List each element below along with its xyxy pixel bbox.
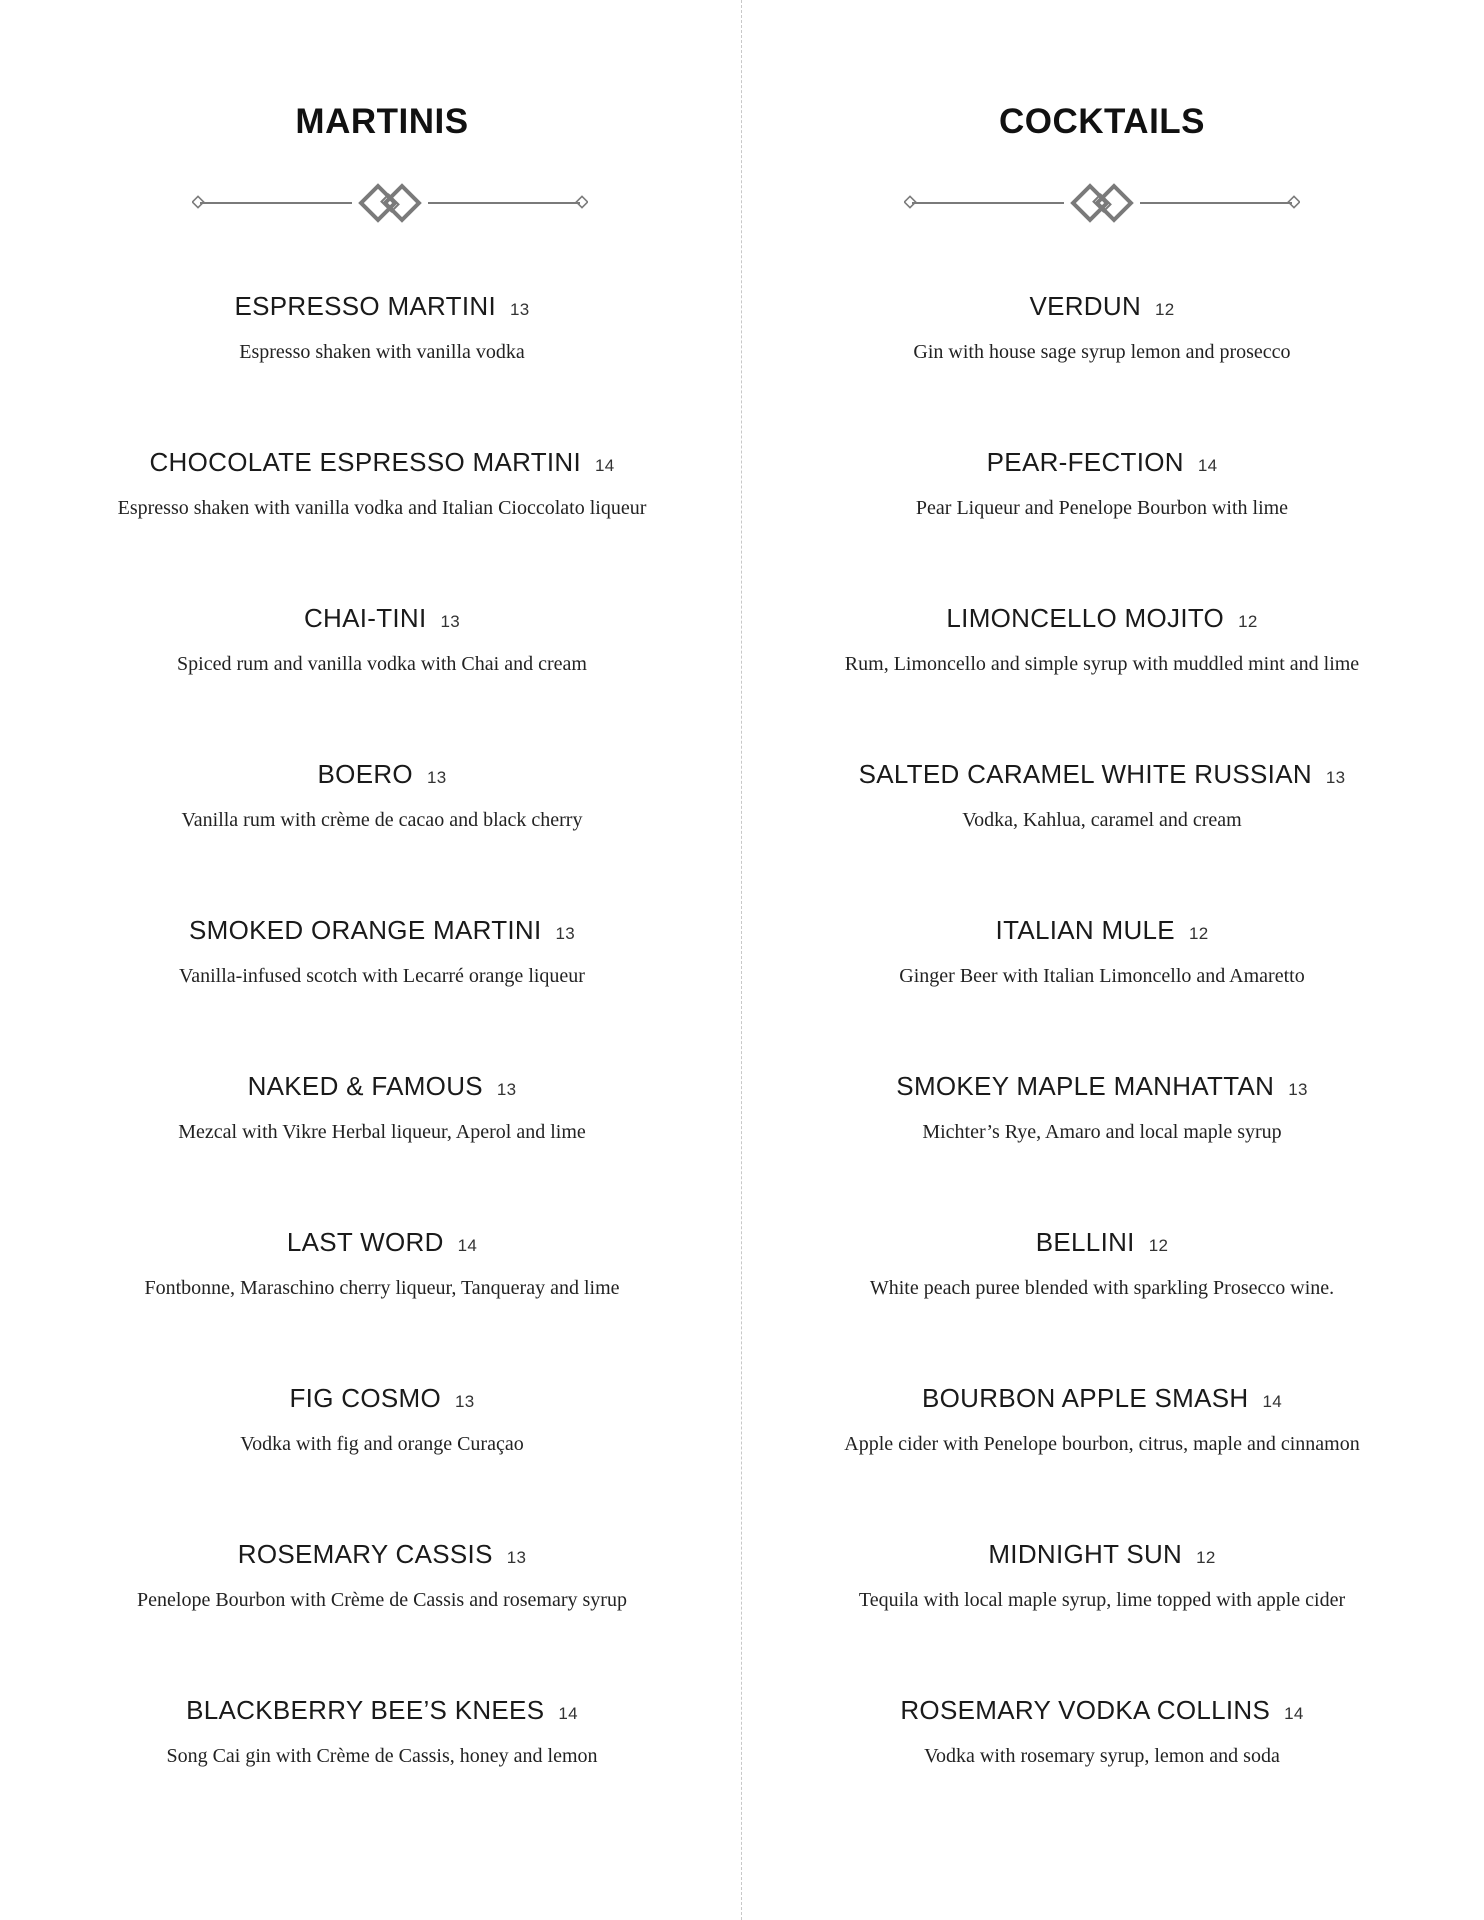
item-name: SALTED CARAMEL WHITE RUSSIAN: [858, 759, 1312, 789]
cocktails-column: [742, 0, 1462, 1920]
item-description: Pear Liqueur and Penelope Bourbon with lime: [915, 497, 1289, 519]
menu-item: [742, 1694, 1462, 1768]
item-description: Vodka with rosemary syrup, lemon and soda: [924, 1745, 1280, 1767]
item-price: 13: [1288, 1080, 1308, 1099]
item-name: BLACKBERRY BEE’S KNEES: [186, 1695, 545, 1725]
item-description: Ginger Beer with Italian Limoncello and Amaretto: [899, 965, 1305, 987]
item-name: SMOKED ORANGE MARTINI: [188, 915, 542, 945]
item-price: 12: [1238, 612, 1258, 631]
item-price: 12: [1188, 924, 1209, 943]
item-name: NAKED & FAMOUS: [247, 1071, 483, 1101]
menu-item: [742, 914, 1462, 988]
item-description: Vodka with fig and orange Curaçao: [240, 1433, 524, 1455]
menu-item: [22, 1226, 742, 1300]
menu-item: [22, 1538, 742, 1612]
item-description: White peach puree blended with sparkling Prosecco wine.: [869, 1277, 1335, 1299]
item-name: CHAI-TINI: [303, 603, 427, 633]
item-description: Vanilla-infused scotch with Lecarré orange liqueur: [179, 965, 585, 987]
menu-item: [22, 446, 742, 520]
item-description: Spiced rum and vanilla vodka with Chai and cream: [177, 653, 587, 675]
item-price: 13: [509, 300, 530, 319]
item-price: 13: [506, 1548, 527, 1567]
item-price: 14: [1197, 456, 1218, 475]
item-description: Rum, Limoncello and simple syrup with muddled mint and lime: [844, 653, 1360, 675]
menu-item: [742, 1226, 1462, 1300]
item-description: Fontbonne, Maraschino cherry liqueur, Tanqueray and lime: [144, 1277, 620, 1299]
menu-item: [22, 758, 742, 832]
menu-item: [22, 1382, 742, 1456]
menu-item: [742, 446, 1462, 520]
item-name: FIG COSMO: [289, 1383, 441, 1413]
ornament-divider-icon: [192, 182, 588, 224]
item-name: ITALIAN MULE: [995, 915, 1175, 945]
item-description: Espresso shaken with vanilla vodka: [239, 341, 525, 363]
menu-item: [22, 602, 742, 676]
item-price: 14: [1284, 1704, 1304, 1723]
item-description: Mezcal with Vikre Herbal liqueur, Aperol and lime: [178, 1121, 586, 1143]
menu-item: [22, 914, 742, 988]
item-price: 14: [558, 1704, 578, 1723]
item-name: MIDNIGHT SUN: [988, 1539, 1183, 1569]
item-price: 13: [555, 924, 576, 943]
ornament-divider-icon: [904, 182, 1300, 224]
menu-item: [742, 1538, 1462, 1612]
item-price: 13: [1325, 768, 1346, 787]
item-description: Gin with house sage syrup lemon and prosecco: [913, 341, 1291, 363]
menu-item: [22, 1070, 742, 1144]
item-price: 14: [595, 456, 615, 475]
item-name: BOERO: [317, 759, 413, 789]
item-price: 14: [1262, 1392, 1282, 1411]
item-price: 12: [1196, 1548, 1216, 1567]
item-price: 12: [1148, 1236, 1169, 1255]
martinis-heading: MARTINIS: [295, 102, 469, 141]
item-price: 13: [426, 768, 447, 787]
item-name: BOURBON APPLE SMASH: [922, 1383, 1249, 1413]
item-description: Vanilla rum with crème de cacao and black cherry: [181, 809, 583, 831]
item-description: Penelope Bourbon with Crème de Cassis and rosemary syrup: [137, 1589, 627, 1611]
item-name: BELLINI: [1035, 1227, 1135, 1257]
item-description: Song Cai gin with Crème de Cassis, honey and lemon: [166, 1745, 598, 1767]
item-description: Michter’s Rye, Amaro and local maple syrup: [922, 1121, 1282, 1143]
item-description: Tequila with local maple syrup, lime topped with apple cider: [858, 1589, 1346, 1611]
item-description: Espresso shaken with vanilla vodka and Italian Cioccolato liqueur: [117, 497, 647, 519]
item-name: ROSEMARY VODKA COLLINS: [900, 1695, 1271, 1725]
item-name: ESPRESSO MARTINI: [234, 291, 496, 321]
menu-item: [22, 290, 742, 364]
item-name: LAST WORD: [286, 1227, 444, 1257]
martinis-column: [22, 0, 742, 1920]
item-description: Apple cider with Penelope bourbon, citrus, maple and cinnamon: [844, 1433, 1360, 1455]
menu-item: [742, 1382, 1462, 1456]
item-description: Vodka, Kahlua, caramel and cream: [962, 809, 1242, 831]
item-name: PEAR-FECTION: [986, 447, 1184, 477]
menu-item: [742, 602, 1462, 676]
cocktails-heading: COCKTAILS: [998, 102, 1206, 141]
menu-item: [742, 758, 1462, 832]
item-price: 13: [496, 1080, 517, 1099]
item-name: CHOCOLATE ESPRESSO MARTINI: [149, 447, 582, 477]
item-price: 12: [1155, 300, 1175, 319]
menu-item: [742, 290, 1462, 364]
item-name: LIMONCELLO MOJITO: [946, 603, 1225, 633]
item-price: 13: [454, 1392, 475, 1411]
item-price: 14: [457, 1236, 478, 1255]
item-price: 13: [440, 612, 461, 631]
item-name: VERDUN: [1029, 291, 1142, 321]
item-name: SMOKEY MAPLE MANHATTAN: [896, 1071, 1275, 1101]
item-name: ROSEMARY CASSIS: [237, 1539, 493, 1569]
menu-item: [22, 1694, 742, 1768]
menu-item: [742, 1070, 1462, 1144]
